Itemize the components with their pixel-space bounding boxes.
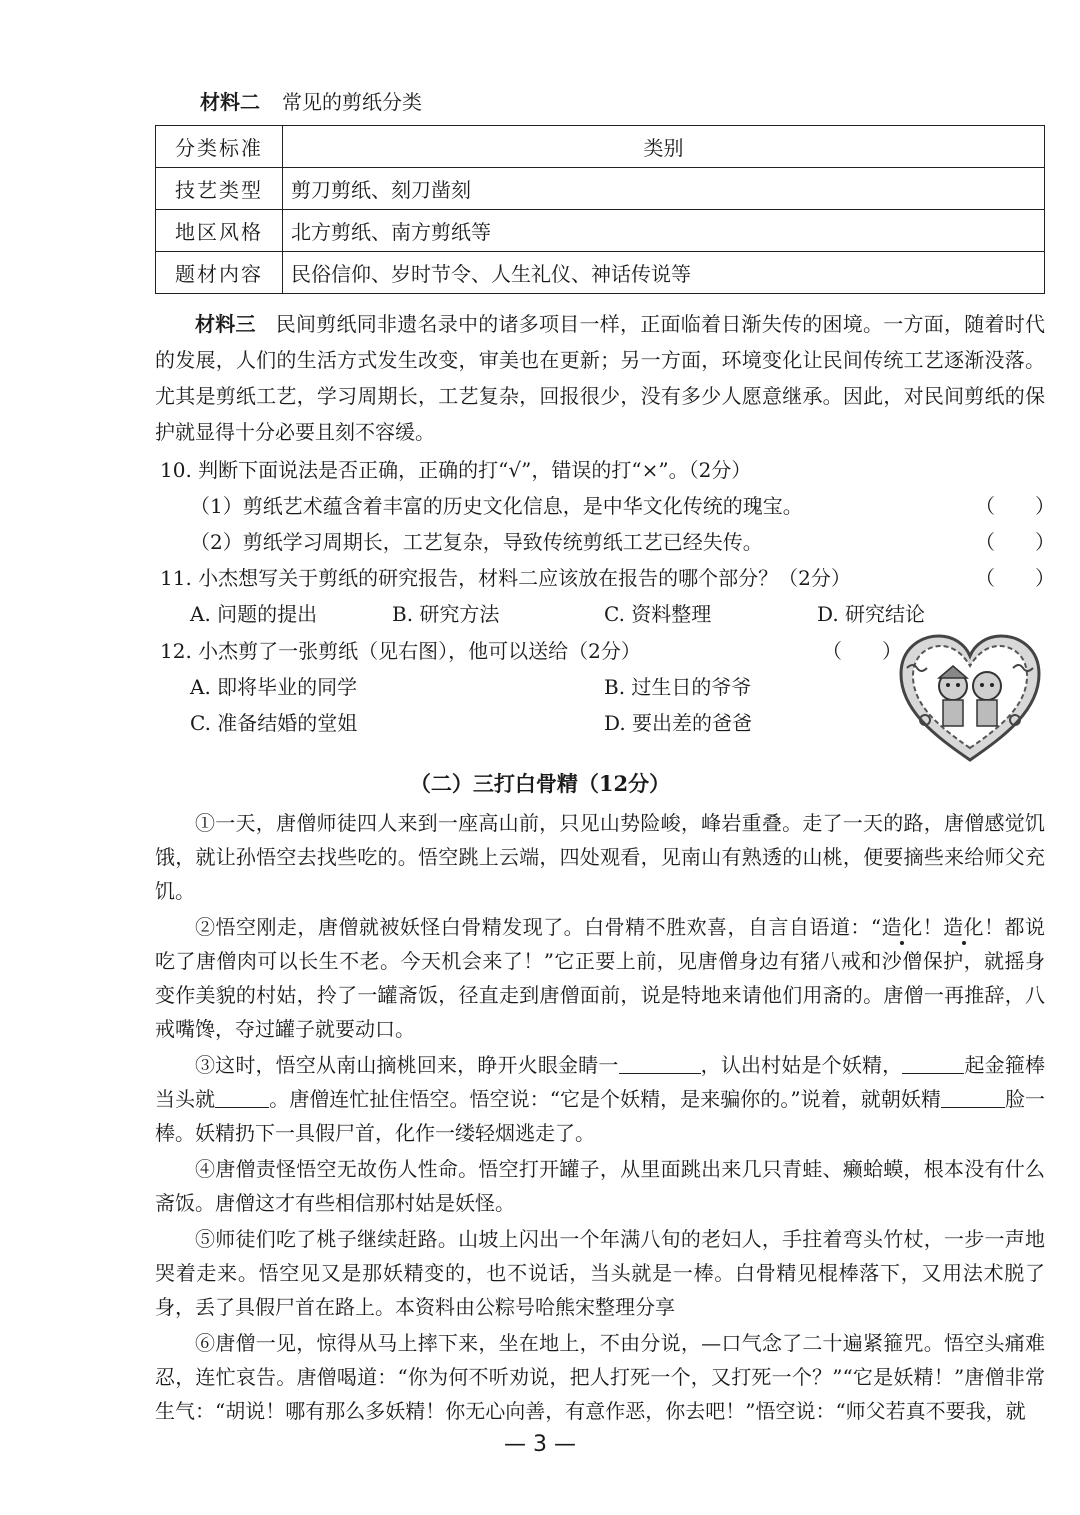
answer-paren: （ ） <box>975 530 1055 554</box>
story-paragraph-5: ⑤师徒们吃了桃子继续赶路。山坡上闪出一个年满八旬的老妇人，手拄着弯头竹杖，一步一声地哭着走来。悟空见又是那妖精变的，也不说话，当头就是一棒。白骨精见棍棒落下，又用法术脱了身，丢了具假尸首在路上。本资料由公粽号哈熊宋整理分享 <box>155 1227 1045 1319</box>
story-p2-exclaim-2: ！ <box>984 915 1005 939</box>
story-p3-part-a: ③这时，悟空从南山摘桃回来，睁开火眼金睛一 <box>195 1053 619 1077</box>
material3-text: 民间剪纸同非遗名录中的诸多项目一样，正面临着日渐失传的困境。一方面，随着时代的发展，人们的生活方式发生改变，审美也在更新；另一方面，环境变化让民间传统工艺逐渐没落。尤其是剪纸工艺，学习周期长，工艺复杂，回报很少，没有多少人愿意继承。因此，对民间剪纸的保护就显得十分必要且刻不容缓。 <box>155 312 1045 444</box>
material2-label: 材料二 <box>200 90 260 114</box>
fill-blank-3[interactable] <box>215 1085 269 1108</box>
story-paragraph-2 <box>155 910 1045 1046</box>
story-paragraph-4: ④唐僧责怪悟空无故伤人性命。悟空打开罐子，从里面跳出来几只青蛙、癞蛤蟆，根本没有什么斋饭。唐僧这才有些相信那村姑是妖怪。 <box>155 1157 1045 1215</box>
question-11-option-a: A. 问题的提出 <box>190 602 318 626</box>
question-12-option-d: D. 要出差的爸爸 <box>604 711 753 735</box>
table-header-cell: 类别 <box>283 126 1045 168</box>
table-cell: 技艺类型 <box>156 168 283 210</box>
table-header-cell: 分类标准 <box>156 126 283 168</box>
fill-blank-1[interactable] <box>619 1051 701 1074</box>
table-row <box>156 210 1045 252</box>
question-12-option-c: C. 准备结婚的堂姐 <box>190 711 358 735</box>
question-11-stem: 11. 小杰想写关于剪纸的研究报告，材料二应该放在报告的哪个部分？（2分） <box>160 566 851 590</box>
story-p2-exclaim-1: ！ <box>922 915 944 939</box>
emphasis-dots-2: 造化 <box>943 915 985 939</box>
story-p2-part-a: ②悟空刚走，唐僧就被妖怪白骨精发现了。白骨精不胜欢喜，自言自语道：“ <box>195 915 882 939</box>
question-12-option-a: A. 即将毕业的同学 <box>190 675 358 699</box>
fill-blank-4[interactable] <box>941 1085 1005 1108</box>
material3-label: 材料三 <box>195 312 256 336</box>
table-header-row <box>156 126 1045 168</box>
question-12-option-b: B. 过生日的爷爷 <box>604 675 752 699</box>
material2-title: 常见的剪纸分类 <box>282 90 422 114</box>
question-10-item-2: （2）剪纸学习周期长，工艺复杂，导致传统剪纸工艺已经失传。 <box>190 530 763 554</box>
question-11-option-d: D. 研究结论 <box>817 602 926 626</box>
story-p3-part-c: 起金箍棒当头就 <box>155 1053 1046 1111</box>
story-paragraph-3 <box>155 1048 1045 1150</box>
heart-papercut-icon <box>895 628 1045 768</box>
emphasis-dots-1: 造化 <box>881 915 923 939</box>
story-p3-part-e: 脸一棒。妖精扔下一具假尸首，化作一缕轻烟逃走了。 <box>155 1087 1046 1145</box>
table-row <box>156 252 1045 294</box>
answer-paren: （ ） <box>822 639 902 663</box>
question-11-option-b: B. 研究方法 <box>392 602 500 626</box>
material3-paragraph <box>155 306 1045 450</box>
table-row <box>156 168 1045 210</box>
papercut-classification-table <box>155 125 1045 294</box>
table-cell: 地区风格 <box>156 210 283 252</box>
story-p3-part-b: ，认出村姑是个妖精， <box>700 1053 903 1077</box>
fill-blank-2[interactable] <box>902 1051 964 1074</box>
question-10-stem: 10. 判断下面说法是否正确，正确的打“√”，错误的打“×”。（2分） <box>160 458 752 482</box>
table-cell: 题材内容 <box>156 252 283 294</box>
material2-heading <box>200 86 422 115</box>
story-paragraph-6: ⑥唐僧一见，惊得从马上摔下来，坐在地上，不由分说，—口气念了二十遍紧箍咒。悟空头痛难忍，连忙哀告。唐僧喝道：“你为何不听劝说，把人打死一个，又打死一个？”“它是妖精！”唐僧非常生气：“胡说！哪有那么多妖精！你无心向善，有意作恶，你去吧！”悟空说：“师父若真不要我，就 <box>155 1331 1045 1423</box>
answer-paren: （ ） <box>975 566 1055 590</box>
table-cell: 北方剪纸、南方剪纸等 <box>283 210 1045 252</box>
question-10-item-1: （1）剪纸艺术蕴含着丰富的历史文化信息，是中华文化传统的瑰宝。 <box>190 494 803 518</box>
story-p3-part-d: 。唐僧连忙扯住悟空。悟空说：“它是个妖精，是来骗你的。”说着，就朝妖精 <box>269 1087 941 1111</box>
section-2-title: （二）三打白骨精（12分） <box>409 771 671 796</box>
question-11-option-c: C. 资料整理 <box>604 602 712 626</box>
question-12-stem: 12. 小杰剪了一张剪纸（见右图），他可以送给（2分） <box>160 639 641 663</box>
story-paragraph-1: ①一天，唐僧师徒四人来到一座高山前，只见山势险峻，峰岩重叠。走了一天的路，唐僧感觉饥饿，就让孙悟空去找些吃的。悟空跳上云端，四处观看，见南山有熟透的山桃，便要摘些来给师父充饥。 <box>155 811 1045 903</box>
table-cell: 民俗信仰、岁时节令、人生礼仪、神话传说等 <box>283 252 1045 294</box>
page-number: — 3 — <box>504 1432 576 1457</box>
answer-paren: （ ） <box>975 494 1055 518</box>
story-p2-part-b: 都说吃了唐僧肉可以长生不老。今天机会来了！”它正要上前，见唐僧身边有猪八戒和沙僧保护，就摇身变作美貌的村姑，拎了一罐斋饭，径直走到唐僧面前，说是特地来请他们用斋的。唐僧一再推辞，八戒嘴馋，夺过罐子就要动口。 <box>155 915 1046 1041</box>
table-cell: 剪刀剪纸、刻刀凿刻 <box>283 168 1045 210</box>
